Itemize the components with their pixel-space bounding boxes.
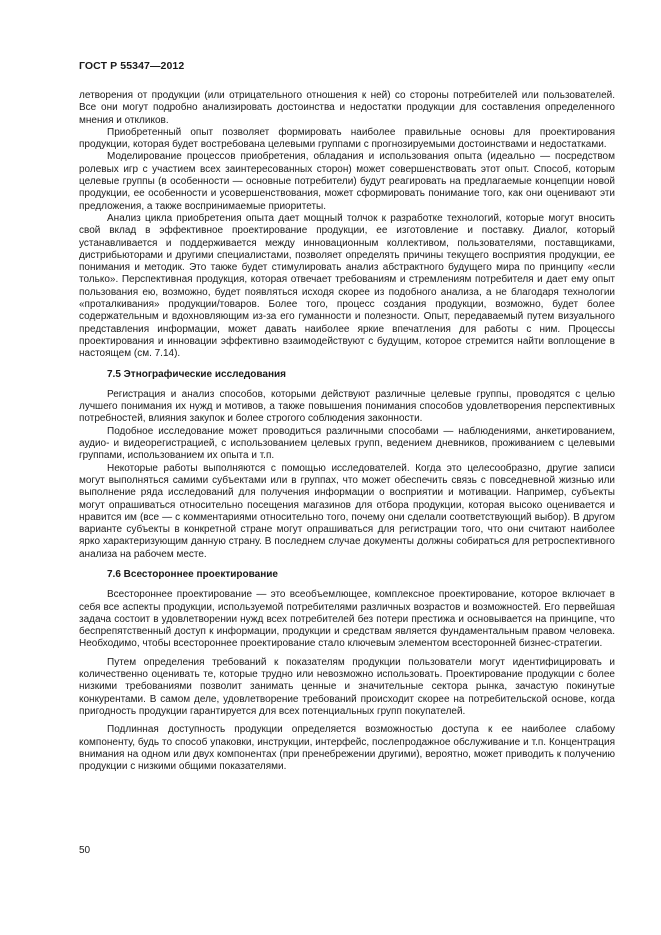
section-heading-7-5: 7.5 Этнографические исследования: [107, 368, 286, 380]
page-number: 50: [79, 845, 91, 856]
paragraph: Приобретенный опыт позволяет формировать наиболее правильные основы для проектирования продукции, которая будет востребована целевыми группами с прогнозируемыми достоинствами и недостатками.: [79, 126, 615, 151]
paragraph: Регистрация и анализ способов, которыми действуют различные целевые группы, проводятся с целью лучшего понимания их нужд и мотивов, а также повышения понимания способов удовлетворения перспективных потребностей, влияния закупок и более строгого соблюдения законности.: [79, 388, 615, 425]
paragraph: летворения от продукции (или отрицательного отношения к ней) со стороны потребителей или пользователей. Все они могут подробно анализировать достоинства и недостатки продукции для составления определенного мнения и откликов.: [79, 90, 615, 126]
document-body: [79, 90, 615, 773]
paragraph: Всестороннее проектирование — это всеобъемлющее, комплексное проектирование, которое включает в себя все аспекты продукции, используемой потребителями различных возрастов и возможностей. Его первейшая задача состоит в удовлетворении нужд всех потребителей без потери престижа и основывается на принципе, что беспрепятственный доступ к информации, продукции и средствам является фундаментальным правом человека. Необходимо, чтобы всестороннее проектирование стало ключевым элементом всесторонней бизнес-стратегии.: [79, 589, 615, 650]
paragraph: Путем определения требований к показателям продукции пользователи могут идентифицировать и количественно оценивать те, которые трудно или невозможно использовать. Проектирование продукции с более низкими требованиями позволит занимать ценные и значительные сектора рынка, зачастую покинутые конкурентами. В самом деле, удовлетворение требований происходит скорее на потребительской основе, когда пригодность продукции гарантируется для всех потенциальных групп покупателей.: [79, 656, 615, 717]
section-heading-7-6: 7.6 Всестороннее проектирование: [107, 568, 278, 580]
paragraph: Некоторые работы выполняются с помощью исследователей. Когда это целесообразно, другие записи могут выполняться самими субъектами или в группах, что может обеспечить связь с повседневной жизнью или выполнение ряда исследований для получения информации о восприятии и мотивации. Например, субъекты могут опрашиваться относительно посещения магазинов для отбора продукции, которая высоко оценивается и нравится им (все — с комментариями относительно того, почему они сделали соответствующий выбор). В другом варианте субъекты в конкретной стране могут опрашиваться для регистрации того, что они считают наиболее ярко характеризующим данную страну. В последнем случае документы должны собираться для ретроспективного анализа на рабочем месте.: [79, 462, 615, 560]
paragraph: Подобное исследование может проводиться различными способами — наблюдениями, анкетированием, аудио- и видеорегистрацией, с использованием целевых групп, ведением дневников, проживанием с целевыми группами, использованием их опыта и т.п.: [79, 425, 615, 462]
paragraph: Моделирование процессов приобретения, обладания и использования опыта (идеально — посредством ролевых игр с участием всех заинтересованных сторон) может совершенствовать этот опыт. Способ, которым целевые группы (в особенности — основные потребители) будут реагировать на предлагаемые концепции новой продукции, ее особенности и усовершенствования, может сформировать понимание того, как они оценивают эти предложения, а также воспринимаемые приоритеты.: [79, 151, 615, 212]
standard-header: ГОСТ Р 55347—2012: [79, 60, 185, 72]
paragraph: Анализ цикла приобретения опыта дает мощный толчок к разработке технологий, которые могут вносить свой вклад в эффективное проектирование продукции, ее изготовление и поставку. Диалог, который устанавливается и поддерживается между инновационным коллективом, пользователями, поставщиками, дистрибьюторами и другими специалистами, позволяет определять причины текущего восприятия продукции, ее понимания и методик. Это также будет стимулировать анализ абстрактного будущего мира по принципу «если только». Перспективная продукция, которая отвечает требованиям и стремлениям потребителя и дает ему опыт пользования ею, возможно, будет появляться исходя скорее из подобного анализа, а не благодаря технологии «проталкивания» продукции/товаров. Более того, процесс создания продукции, возможно, будет более содержательным и вдохновляющим из-за его гуманности и полезности. Опыт, передаваемый путем визуального представления информации, может давать наиболее яркие впечатления для работы с ним. Процессы проектирования и инновации эффективно взаимодействуют с будущим, которое стремится найти воплощение в настоящем (см. 7.14).: [79, 212, 615, 360]
paragraph: Подлинная доступность продукции определяется возможностью доступа к ее наиболее слабому компоненту, будь то способ упаковки, инструкции, интерфейс, послепродажное обслуживание и т.п. Концентрация внимания на одном или двух компонентах (при пренебрежении другими), вероятно, может приводить к получению продукции с низкими общими показателями.: [79, 724, 615, 773]
